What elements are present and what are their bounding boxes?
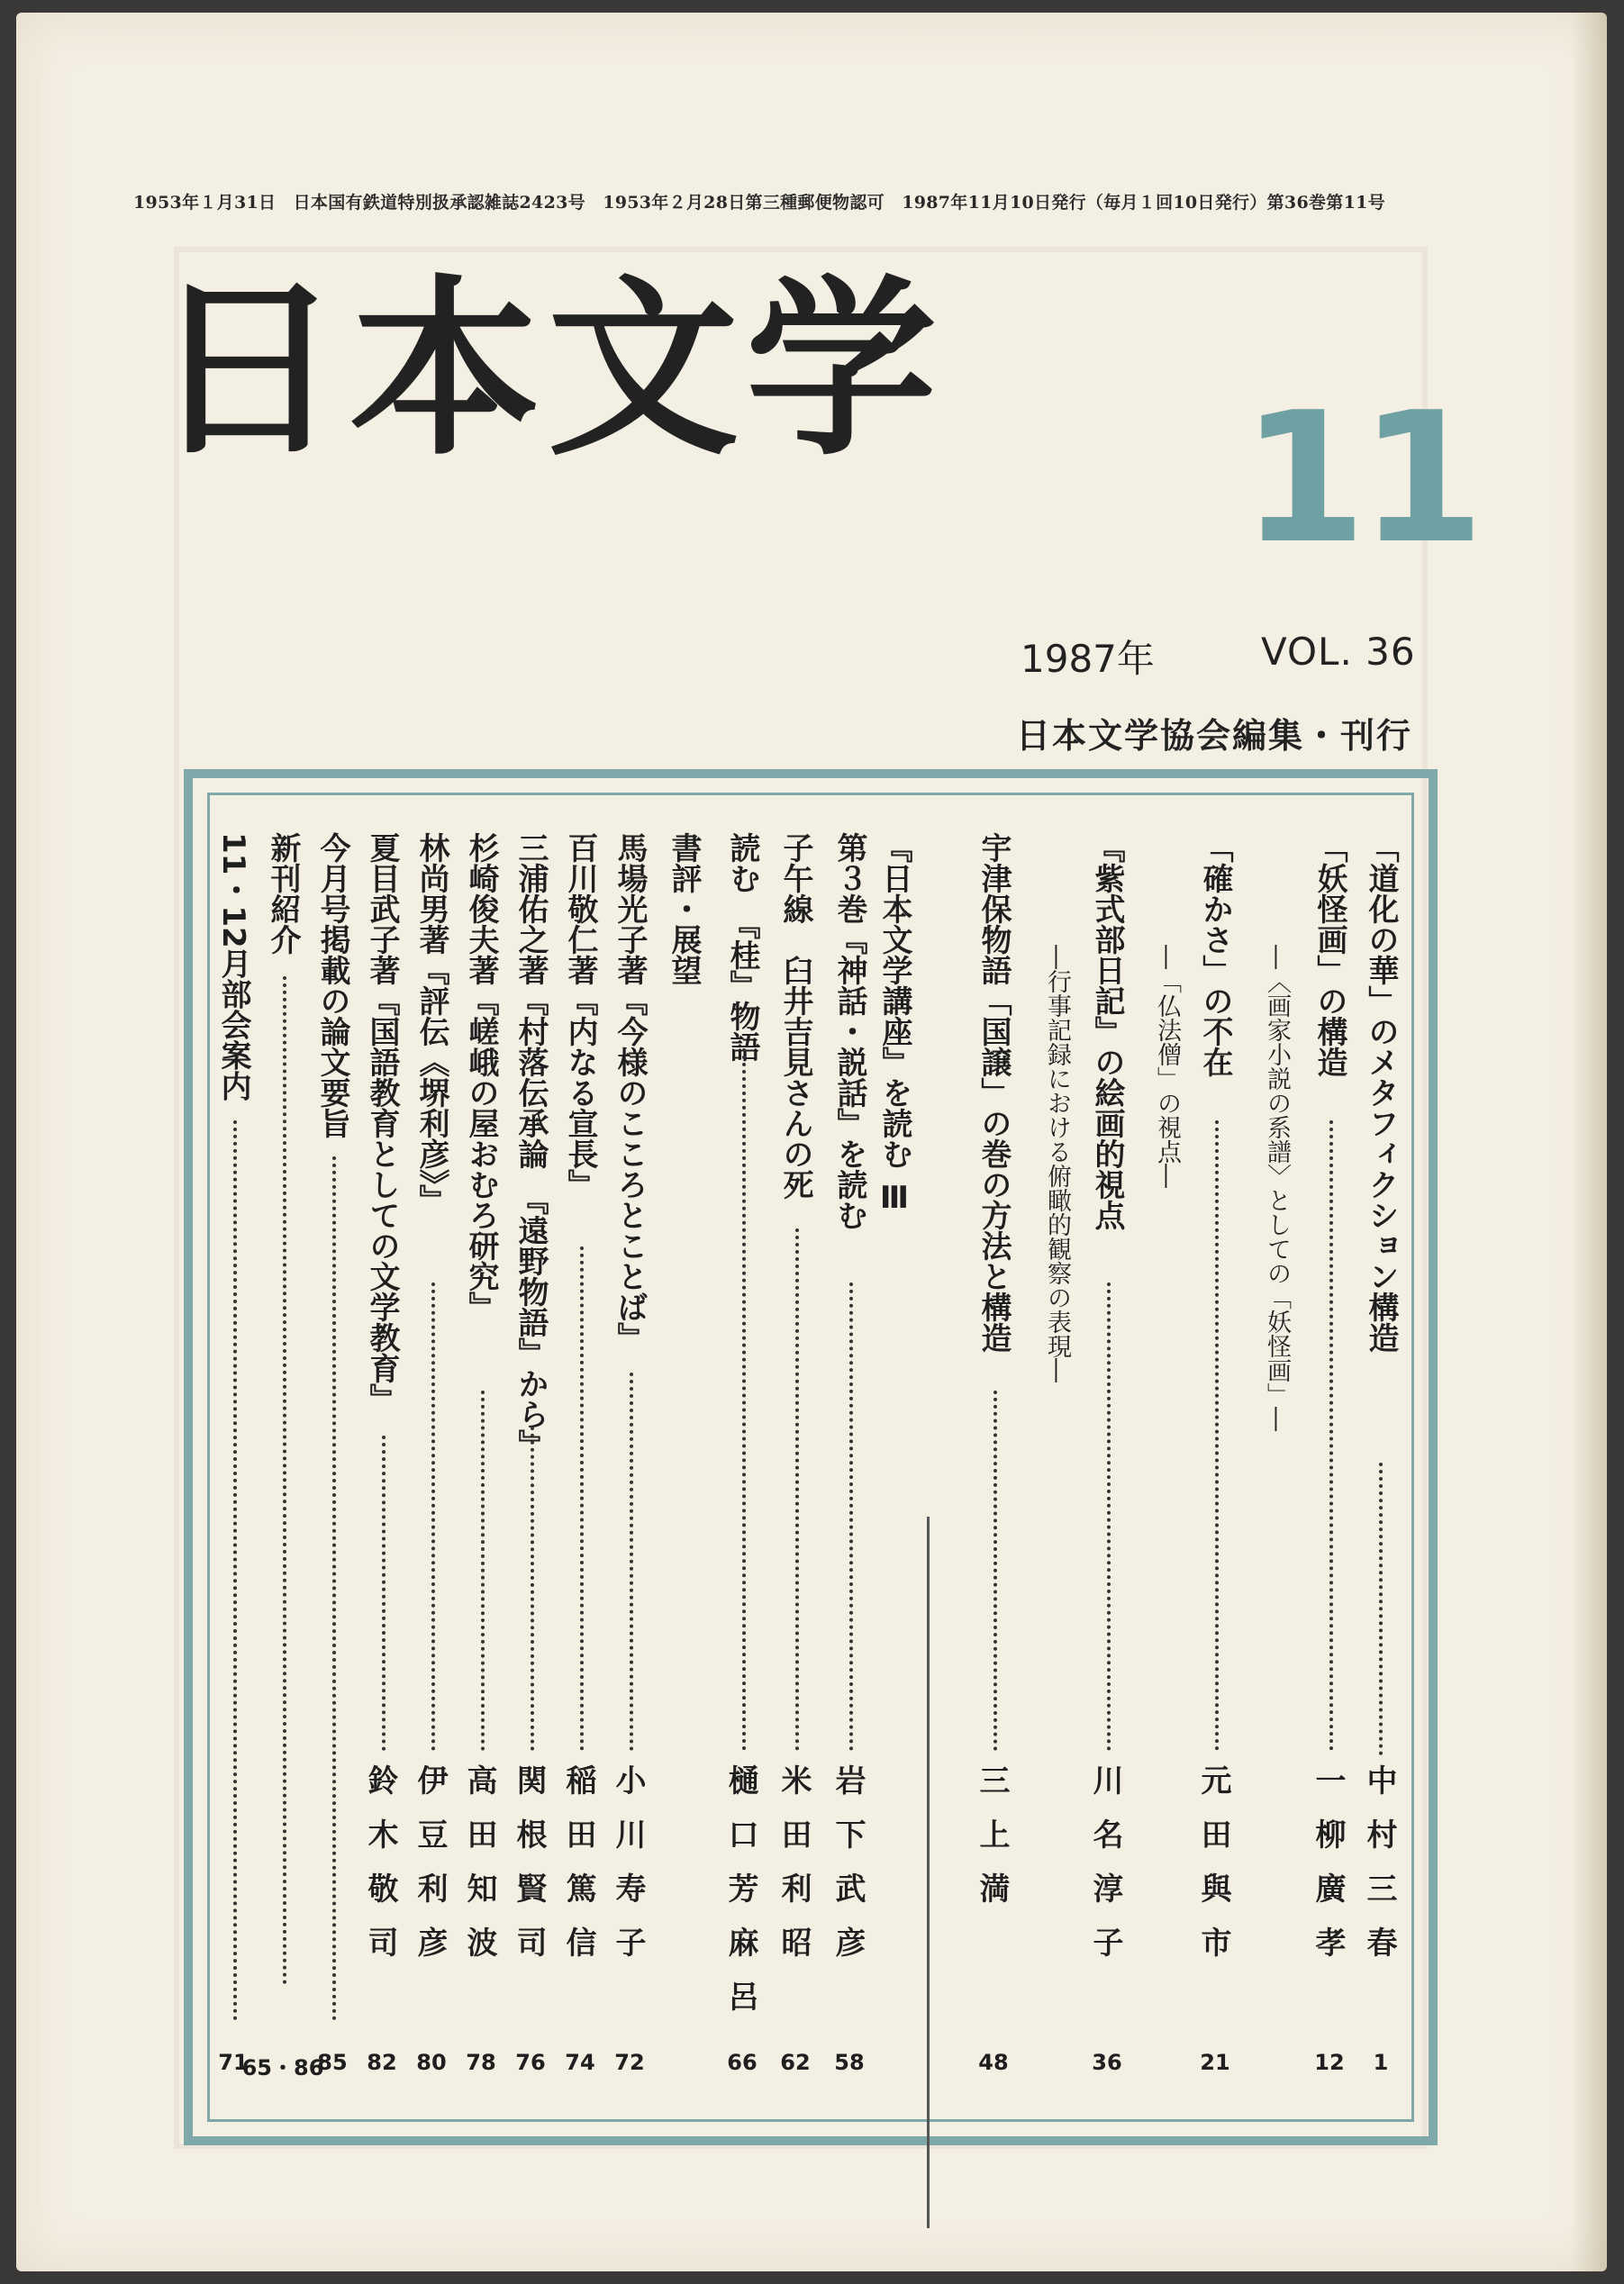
toc-author-13: 高田知波 [461, 1764, 497, 1980]
toc-author-2: 一柳廣孝 [1310, 1764, 1346, 1980]
toc-title-1: 「道化の華」のメタフィクション構造 [1363, 832, 1399, 1353]
toc-leader-7 [795, 1228, 799, 1751]
toc-page-18: 71 [218, 2050, 249, 2075]
toc-divider [927, 1517, 930, 2228]
toc-author-1: 中村三春 [1361, 1764, 1397, 1980]
toc-page-1: 1 [1373, 2050, 1389, 2075]
toc-author-11: 稲田篤信 [560, 1764, 596, 1980]
toc-leader-14 [431, 1282, 435, 1751]
toc-author-7: 米田利昭 [776, 1764, 812, 1980]
toc-page-10: 72 [614, 2050, 645, 2075]
toc-title-5: 宇津保物語「国譲」の巻の方法と構造 [975, 832, 1012, 1353]
toc-title-4: 『紫式部日記』の絵画的視点 [1089, 832, 1125, 1230]
toc-page-7: 62 [780, 2050, 811, 2075]
toc-leader-2 [1329, 1120, 1333, 1751]
toc-leader-3 [1215, 1120, 1219, 1751]
issue-year: 1987年 [1021, 637, 1155, 681]
magazine-cover [16, 13, 1607, 2271]
toc-page-11: 74 [565, 2050, 595, 2075]
toc-title-15: 夏目武子著『国語教育としての文学教育』 [364, 832, 400, 1414]
toc-page-8: 66 [727, 2050, 758, 2075]
toc-author-5: 三上満 [974, 1764, 1010, 1926]
toc-title-13: 杉崎俊夫著『嵯峨の屋おむろ研究』 [463, 832, 499, 1322]
issue-number: 11 [1241, 374, 1478, 584]
magazine-title: 日本文学 [151, 257, 944, 481]
toc-leader-11 [580, 1246, 584, 1751]
toc-title-7: 子午線 臼井吉見さんの死 [777, 832, 813, 1200]
toc-leader-4 [1107, 1282, 1111, 1751]
toc-leader-15 [382, 1436, 386, 1751]
toc-leader-18 [233, 1120, 237, 2021]
toc-page-16: 85 [317, 2050, 348, 2075]
toc-title-2: 「妖怪画」の構造 [1311, 832, 1347, 1077]
toc-section-reviews: 書評・展望 [666, 832, 702, 985]
toc-page-3: 21 [1200, 2050, 1230, 2075]
publisher-line: 日本文学協会編集・刊行 [1016, 716, 1413, 756]
toc-page-4: 36 [1092, 2050, 1122, 2075]
toc-author-4: 川名淳子 [1087, 1764, 1123, 1980]
toc-leader-13 [481, 1391, 485, 1751]
toc-page-2: 12 [1314, 2050, 1345, 2075]
page-edge-shadow [1571, 13, 1607, 2271]
toc-author-6: 岩下武彦 [830, 1764, 866, 1980]
toc-title-6: 『日本文学講座』を読む Ⅲ [876, 832, 912, 1216]
toc-subtitle-3: ―「仏法僧」の視点― [1153, 945, 1181, 1188]
toc-leader-6 [849, 1282, 853, 1751]
toc-title-16: 今月号掲載の論文要旨 [314, 832, 350, 1138]
toc-title-12: 三浦佑之著『村落伝承論 『遠野物語』から』 [513, 832, 549, 1460]
toc-leader-17 [283, 976, 286, 1985]
toc-subtitle-2: ―〈画家小説の系譜〉としての「妖怪画」― [1263, 945, 1291, 1431]
toc-page-15: 82 [367, 2050, 397, 2075]
toc-page-6: 58 [834, 2050, 865, 2075]
toc-page-17: 65・86 [241, 2055, 324, 2080]
toc-author-8: 樋口芳麻呂 [722, 1764, 758, 2035]
toc-leader-5 [993, 1391, 997, 1751]
toc-page-5: 48 [978, 2050, 1009, 2075]
toc-subtitle-4: ―行事記録における俯瞰的観察の表現― [1043, 945, 1071, 1382]
toc-title-10: 馬場光子著『今様のこころとことば』 [612, 832, 648, 1353]
toc-leader-1 [1379, 1463, 1383, 1755]
toc-title-14: 林尚男著『評伝《堺利彦》』 [413, 832, 449, 1215]
toc-title-17: 新刊紹介 [265, 832, 301, 955]
toc-title-11: 百川敬仁著『内なる宣長』 [562, 832, 598, 1200]
toc-leader-8 [742, 1048, 746, 1751]
toc-title-18: 11・12月部会案内 [215, 832, 251, 1101]
toc-page-14: 80 [416, 2050, 447, 2075]
toc-page-13: 78 [466, 2050, 496, 2075]
issue-volume: VOL. 36 [1261, 630, 1416, 674]
toc-title-6b: 第３巻『神話・説話』を読む [831, 832, 867, 1230]
toc-page-12: 76 [515, 2050, 546, 2075]
toc-leader-10 [630, 1373, 633, 1751]
toc-title-8: 読む 『桂』物語 [724, 832, 760, 1062]
registration-line: 1953年１月31日 日本国有鉄道特別扱承認雑誌2423号 1953年２月28日第三種郵便物認可 1987年11月10日発行（毎月１回10日発行）第36巻第11号 [133, 193, 1385, 213]
toc-author-12: 関根賢司 [511, 1764, 547, 1980]
toc-leader-12 [531, 1427, 534, 1751]
toc-author-10: 小川寿子 [610, 1764, 646, 1980]
toc-leader-16 [332, 1156, 336, 2021]
toc-author-3: 元田與市 [1195, 1764, 1231, 1980]
toc-author-15: 鈴木敬司 [362, 1764, 398, 1980]
table-of-contents [184, 769, 1438, 2145]
toc-title-3: 「確かさ」の不在 [1197, 832, 1233, 1077]
toc-author-14: 伊豆利彦 [412, 1764, 448, 1980]
